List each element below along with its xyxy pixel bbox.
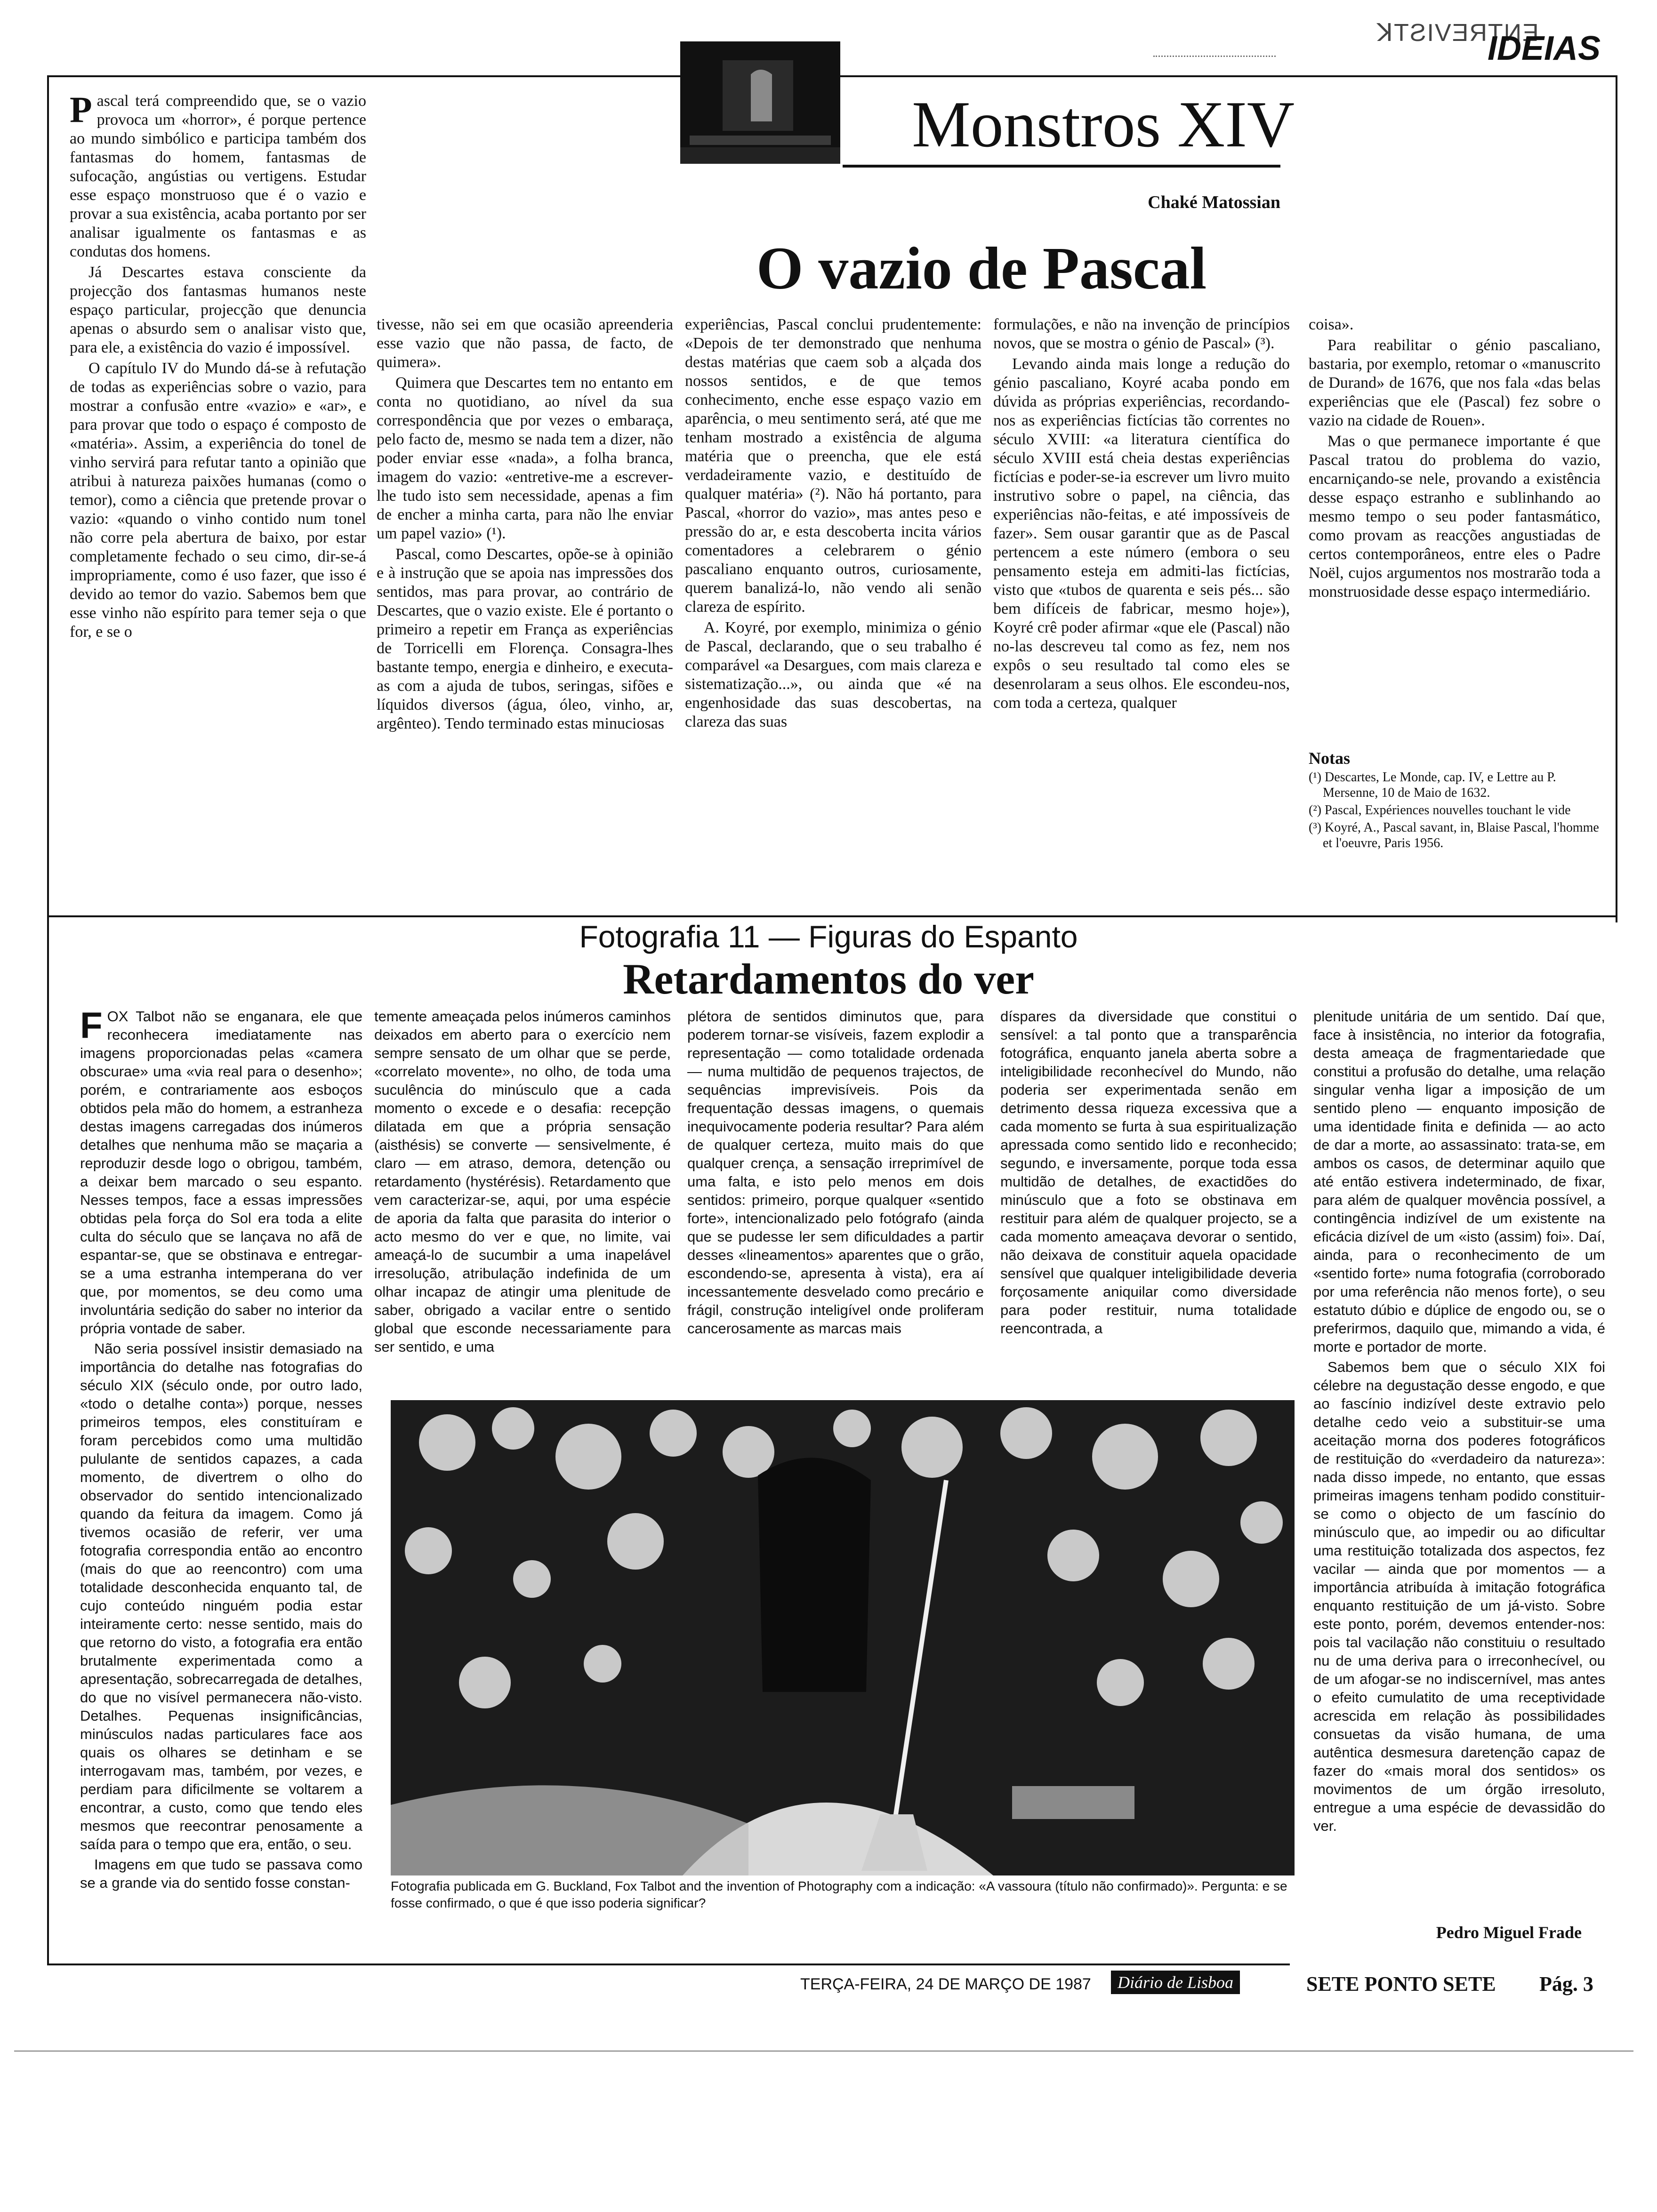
article1-headline: O vazio de Pascal bbox=[756, 235, 1207, 302]
article2-photo-broom bbox=[391, 1400, 1295, 1875]
article1-column-3: experiências, Pascal conclui prudentemente: «Depois de ter demonstrado que nenhuma destas matérias que caem sob a alçada dos nossos sentidos, e de que temos conhecimento, enche esse espaço vazio em aparência, o meu sentimento será, até que me tenham mostrado a existência de alguma matéria que o preencha, que ele está verdadeiramente vazio, e destituído de qualquer matéria» (²). Não há portanto, para Pascal, «horror do vazio», mas antes peso e pressão do ar, e esta descoberta incita vários comentadores a celebrarem o génio pascaliano enquanto outros, curiosamente, querem banalizá-lo, não vendo ali senão clareza de espírito. A. Koyré, por exemplo, minimiza o génio de Pascal, declarando, que o seu trabalho é comparável «a Desargues, com mais clareza e sistematização...», ou ainda que «é na engenhosidade das suas descobertas, na clareza das suas bbox=[685, 316, 981, 730]
masthead-section-title: IDEIAS bbox=[1488, 30, 1601, 67]
article-divider bbox=[47, 915, 1617, 917]
article1-dropcap: P bbox=[70, 92, 92, 130]
article1-right-rule bbox=[1616, 75, 1617, 922]
article2-left-rule bbox=[47, 915, 49, 1965]
article2-photo-caption: Fotografia publicada em G. Buckland, Fox Talbot and the invention of Photography com a indicação: «A vassoura (título não confirmado)». Pergunta: e se fosse confirmado, o que é que isso poderia significar? bbox=[391, 1879, 1287, 1910]
article1-left-rule bbox=[47, 75, 49, 922]
footer-supplement: SETE PONTO SETE bbox=[1306, 1972, 1496, 1996]
article1-photo bbox=[680, 41, 840, 164]
article2-author: Pedro Miguel Frade bbox=[1436, 1923, 1582, 1942]
article2-column-1: FOX Talbot não se enganara, ele que reconhecera imediatamente nas imagens proporcionadas pelas «camera obscurae» uma «via real para o desenho»; porém, e contrariamente aos esboços obtidos pela mão do homem, a estranheza destas imagens carregadas dos inúmeros detalhes que nenhuma mão se maçaria a reproduzir desde logo o obrigou, também, a deixar bem marcado o seu espanto. Nesses tempos, face a essas impressões obtidas pela força do Sol era toda a elite culta do século que se lançava no afã de espantar-se, que se obstinava e entregar-se a uma estranha intemperana do ver que, por momentos, se deu como uma involuntária sedição do saber no interior da própria vontade de saber. Não seria possível insistir demasiado na importância do detalhe nas fotografias do século XIX (século onde, por outro lado, «todo o detalhe conta») porque, nesses primeiros tempos, eles constituíram e foram percebidos como uma multidão pululante de sentidos capazes, a cada momento, de divertrem o olho do observador do sentido intencionalizado quando da feitura da imagem. Como já tivemos ocasião de referir, ver uma fotografia correspondia então ao encontro (mais do que ao reencontro) com uma totalidade desconhecida enquanto tal, de cujo conteúdo ninguém podia estar inteiramente certo: nesse sentido, mais do que retorno do visto, a fotografia era então brutalmente experimentada como a apresentação, sobrecarregada de detalhes, do que no visível permanecera não-visto. Detalhes. Pequenas insignificâncias, minúsculos nadas particulares face aos quais os olhares se detinham e se interrogavam mas, também, por vezes, e perdiam para dificilmente se voltarem a encontrar, a custo, como que tendo eles mesmos que reecontrar penosamente a saída para o tempo que era, então, o seu. Imagens em que tudo se passava como se a grande via do sentido fosse constan- bbox=[80, 1007, 362, 1891]
footer-bottom-rule bbox=[14, 2051, 1633, 2052]
footer-date: TERÇA-FEIRA, 24 DE MARÇO DE 1987 bbox=[800, 1975, 1091, 1993]
article1-title: Monstros XIV bbox=[912, 88, 1295, 161]
article2-column-3: plétora de sentidos diminutos que, para poderem tornar-se visíveis, fazem explodir a representação — como totalidade ordenada — numa multidão de pequenos trajectos, de sequências imprevisíveis. Pois da frequentação dessas imagens, o quemais inequivocamente poderia resultar? Para além de qualquer certeza, muito mais do que qualquer crença, a sensação irreprimível de uma falta, e isto pelo menos em dois sentidos: primeiro, porque qualquer «sentido forte», intencionalizado pelo fotógrafo (ainda que se pudesse ler sem dificuldades a partir desses «lineamentos» aparentes que o grão, escondendo-se, apresenta à vista), era aí incessantemente desvelado como precário e frágil, construção inteligível onde proliferam cancerosamente as marcas mais bbox=[687, 1008, 984, 1337]
article1-column-1: Pascal terá compreendido que, se o vazio provoca um «horror», é porque pertence ao mundo simbólico e participa também dos fantasmas do homem, fantasmas de sufocação, angústias ou vertigens. Estudar esse espaço monstruoso que é o vazio e provar a sua existência, acaba portanto por ser analisar igualmente os fantasmas e as condutas dos homens. Já Descartes estava consciente da projecção dos fantasmas humanos neste espaço particular, projecção que denuncia apenas o absurdo sem o analisar visto que, para ele, a existência do vazio é impossível. O capítulo IV do Mundo dá-se à refutação de todas as experiências sobre o vazio, para mostrar a confusão entre «vazio» e «ar», e para provar que todo o espaço é composto de «matéria». Assim, a experiência do tonel de vinho servirá para refutar tanto a opinião que atribui à natureza paixões humanas (como o temor), como a ciência que pretende provar o vazio: «quando o vinho contido num tonel não corre pela abertura de baixo, por estar completamente fechado o seu cimo, dir-se-á impropriamente, como é uso fazer, que isso é devido ao temor do vazio. Sabemos bem que esse vinho não espírito para temer seja o que for, e se o bbox=[70, 92, 366, 641]
footer-paper-logo: Diário de Lisboa bbox=[1111, 1971, 1240, 1994]
article2-kicker: Fotografia 11 — Figuras do Espanto bbox=[579, 919, 1078, 954]
article1-column-5: coisa». Para reabilitar o génio pascaliano, bastaria, por exemplo, retomar o «manuscrito de Durand» de 1676, que nos fala «das belas experiências que ele (Pascal) fez sobre o vazio na cidade de Rouen». Mas o que permanece importante é que Pascal tratou do problema do vazio, encarniçando-se nele, provando a existência desse espaço estranho e sublinhando ao mesmo tempo o seu poder fantasmático, como provam as reacções angustiadas de certos contemporâneos, entre eles o Padre Noël, cujos argumentos nos mostrarão toda a monstruosidade desse espaço intermediário. bbox=[1309, 316, 1601, 601]
footer-page-number: Pág. 3 bbox=[1539, 1972, 1593, 1996]
article1-notes bbox=[1309, 769, 1601, 853]
article2-column-4: díspares da diversidade que constitui o sensível: a tal ponto que a transparência fotográfica, enquanto janela aberta sobre a inteligibilidade reconhecível do Mundo, não poderia ser experimentada senão em detrimento dessa riqueza excessiva que a cada momento se furta à sua espiritualização apressada como sentido lido e reconhecido; segundo, e inversamente, porque toda essa multidão de detalhes, de exactidões do minúsculo que a foto se obstinava em restituir para além de qualquer projecto, se a cada momento ameaçava devorar o sentido, não deixava de constituir aquela opacidade sensível que qualquer inteligibilidade deveria forçosamente aniquilar como diversidade para poder restituir, numa totalidade reencontrada, a bbox=[1000, 1008, 1297, 1337]
article1-author: Chaké Matossian bbox=[1148, 192, 1280, 212]
article1-notes-title: Notas bbox=[1309, 749, 1350, 768]
article2-bottom-rule bbox=[47, 1964, 1290, 1965]
note-1: (¹) Descartes, Le Monde, cap. IV, e Lettre au P. Mersenne, 10 de Maio de 1632. bbox=[1309, 770, 1556, 800]
article2-column-2: temente ameaçada pelos inúmeros caminhos deixados em aberto para o exercício nem sempre sensato de um olhar que se perde, «correlato movente», no olho, de toda uma suculência do minúsculo que a cada momento o excede e o desafia: recepção dilatada em que a própria sensação (aisthésis) se converte — sensivelmente, é claro — em atraso, demora, detenção ou retardamento (hystérésis). Retardamento que vem caracterizar-se, aqui, por uma espécie de aporia da falta que parasita do interior o acto mesmo do ver e que, no limite, vai ameaçá-lo de sucumbir a uma inapelável irresolução, atribulação indefinida de um olhar incapaz de atingir uma plenitude de saber, obrigado a vacilar entre o sentido global que esconde necessariamente para ser sentido, e uma bbox=[374, 1008, 671, 1355]
masthead-dotted-line bbox=[1153, 56, 1276, 57]
article2-dropcap: F bbox=[80, 1007, 103, 1046]
masthead-section-reversed: ꓘTƧIVƎЯTИƎ bbox=[1377, 19, 1540, 47]
article2-headline: Retardamentos do ver bbox=[623, 955, 1034, 1003]
article2-column-5: plenitude unitária de um sentido. Daí que, face à insistência, no interior da fotografia, desta ameaça de fragmentariedade que constitui a profusão do detalhe, uma relação singular venha ligar a imposição de um sentido pleno — enquanto imposição de uma identidade finita e definida — ao acto de dar a morte, ao assassinato: trata-se, em ambos os casos, de determinar aquilo que até então estivera indeterminado, de fixar, para além de qualquer movência possível, a contingência indizível de um existente na eficácia dizível de um «isto (assim) foi». Daí, ainda, para o reconhecimento de um «sentido forte» numa fotografia (corroborado por uma referência não menos forte), o seu estatuto dúbio e dúplice de engodo ou, se o preferirmos, daquilo que, mimando a vida, é morte e portador de morte. Sabemos bem que o século XIX foi célebre na degustação desse engodo, e que ao fascínio indizível deste extravio pelo detalhe cedo veio a substituir-se uma aceitação morna dos poderes fotográficos de restituição do «verdadeiro da natureza»: nada disso impede, no entanto, que essas primeiras imagens tenham podido constituir-se como o objecto de um fascínio do minúsculo que, ao impedir ou ao dificultar uma restituição totalizada dos aspectos, fez vacilar — ainda que por momentos — a importância atribuída à imitação fotográfica enquanto restituição de um já-visto. Sobre este ponto, porém, devemos entender-nos: pois tal vacilação não constituiu o resultado nu de uma deriva para o irreconhecível, ou de um afogar-se no indiscernível, mas antes o efeito cumulatito de uma receptividade acrescida em relação às possibilidades consuetas da visão humana, de uma autêntica desmesura daretenção capaz de fazer do «mais moral dos sentidos» os movimentos de um órgão irresoluto, entregue a uma espécie de devassidão do ver. bbox=[1313, 1008, 1605, 1834]
article1-title-underline bbox=[843, 165, 1280, 168]
note-3: (³) Koyré, A., Pascal savant, in, Blaise Pascal, l'homme et l'oeuvre, Paris 1956. bbox=[1309, 820, 1599, 850]
article1-column-2: tivesse, não sei em que ocasião apreenderia esse vazio que não passa, de facto, de quimera». Quimera que Descartes tem no entanto em conta no quotidiano, ao nível da sua correspondência que por vezes o embaraça, pelo facto de, mesmo se nada tem a dizer, não poder enviar esse «nada», a folha branca, imagem do vazio: «entretive-me a escrever-lhe tudo isto sem necessidade, apenas a fim de encher a minha carta, para não lhe enviar um papel vazio» (¹). Pascal, como Descartes, opõe-se à opinião e à instrução que se apoia nas impressões dos sentidos, mas para provar, ao contrário de Descartes, que o vazio existe. Ele é portanto o primeiro a repetir em França as experiências de Torricelli em Florença. Consagra-lhes bastante tempo, energia e dinheiro, e executa-as com a ajuda de tubos, seringas, sifões e líquidos diversos (água, óleo, vinho, ar, argênteo). Tendo terminado estas minuciosas bbox=[377, 316, 673, 732]
note-2: (²) Pascal, Expériences nouvelles touchant le vide bbox=[1309, 803, 1571, 817]
article1-column-4: formulações, e não na invenção de princípios novos, que se mostra o génio de Pascal» (³). Levando ainda mais longe a redução do génio pascaliano, Koyré acaba pondo em dúvida as próprias experiências, recordando-nos as experiências fictícias tão correntes no século XVIII: «a literatura científica do século XVIII está cheia destas experiências fictícias e poder-se-ia escrever um livro muito instrutivo sobre o papel, na ciência, das experiências não-feitas, e até impossíveis de fazer». Sem ousar garantir que as de Pascal pertencem a este número (embora o seu pensamento esteja em admiti-las fictícias, visto que «tubos de quarenta e seis pés... são bem difíceis de fabricar, mesmo hoje»), Koyré crê poder afirmar «que ele (Pascal) não no-las descreveu tal como as fez, nem nos expôs o seu resultado tal como eles se desenrolaram a seus olhos. Ele escondeu-nos, com toda a certeza, qualquer bbox=[993, 316, 1290, 712]
